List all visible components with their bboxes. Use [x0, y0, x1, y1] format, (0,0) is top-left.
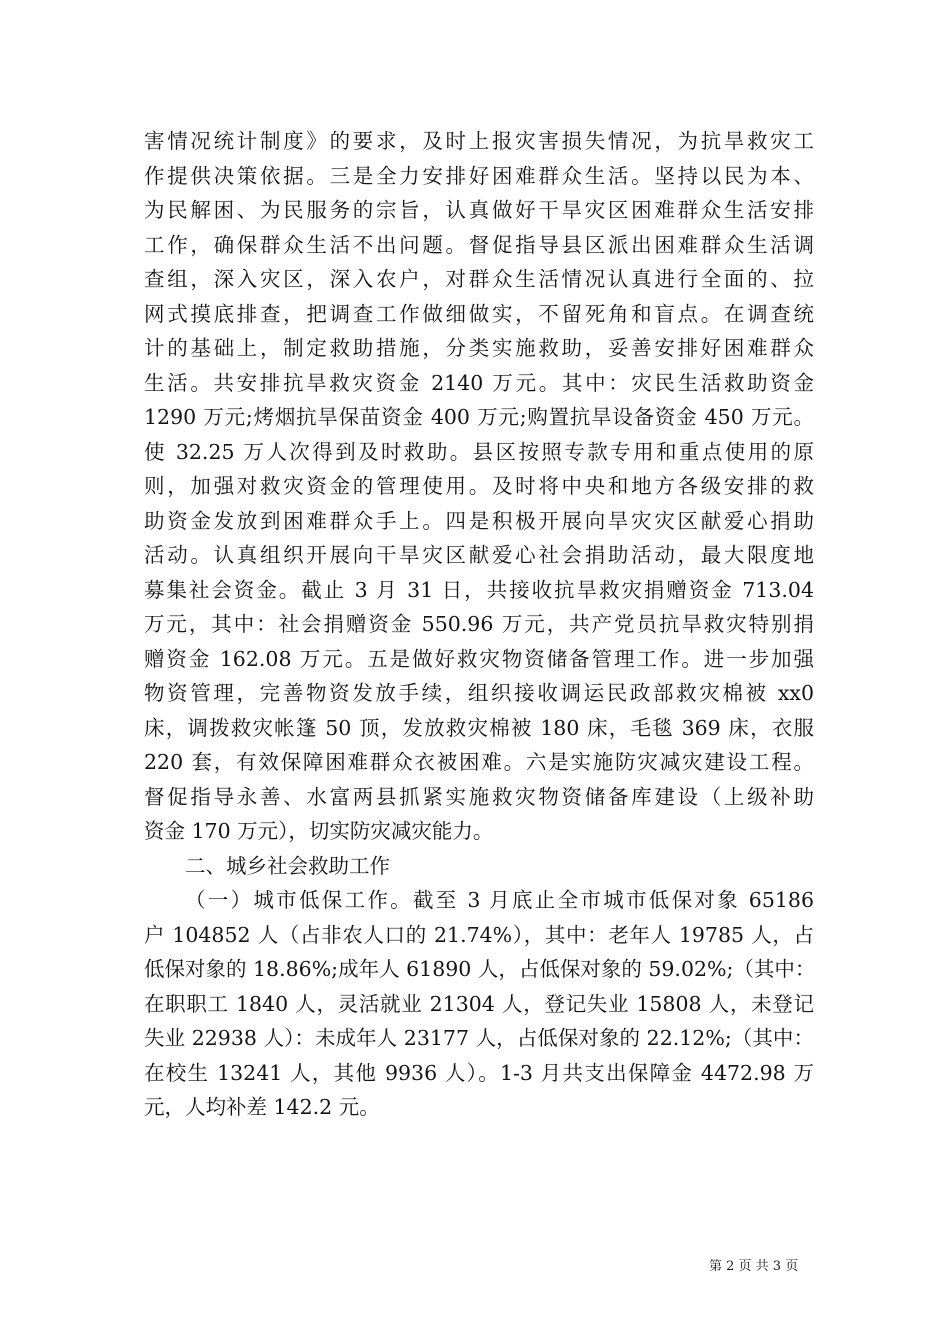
section-heading: 二、城乡社会救助工作: [185, 853, 390, 878]
paragraph-line: 万元，其中：社会捐赠资金 550.96 万元，共产党员抗旱救灾特别捐: [144, 612, 814, 636]
section-line: 户 104852 人（占非农人口的 21.74%），其中：老年人 19785 人，占: [144, 922, 814, 947]
section-line: 在职职工 1840 人，灵活就业 21304 人，登记失业 15808 人，未登记: [144, 991, 814, 1016]
paragraph-line: 工作，确保群众生活不出问题。督促指导县区派出困难群众生活调: [144, 232, 814, 257]
paragraph-line: 220 套，有效保障困难群众衣被困难。六是实施防灾减灾建设工程。: [144, 750, 814, 774]
section-line: 元，人均补差 142.2 元。: [144, 1095, 380, 1119]
paragraph-line: 募集社会资金。截止 3 月 31 日，共接收抗旱救灾捐赠资金 713.04: [144, 577, 814, 602]
paragraph-line: 作提供决策依据。三是全力安排好困难群众生活。坚持以民为本、: [144, 163, 814, 188]
paragraph-line: 害情况统计制度》的要求，及时上报灾害损失情况，为抗旱救灾工: [144, 129, 814, 153]
paragraph-line: 生活。共安排抗旱救灾资金 2140 万元。其中：灾民生活救助资金: [144, 370, 814, 395]
section-line: 低保对象的 18.86%;成年人 61890 人，占低保对象的 59.02%;（其中：: [144, 957, 816, 981]
paragraph-line: 助资金发放到困难群众手上。四是积极开展向旱灾灾区献爱心捐助: [144, 508, 814, 533]
paragraph-line: 网式摸底排查，把调查工作做细做实，不留死角和盲点。在调查统: [144, 301, 814, 326]
paragraph-line: 1290 万元;烤烟抗旱保苗资金 400 万元;购置抗旱设备资金 450 万元。: [144, 405, 814, 429]
section-line: 在校生 13241 人，其他 9936 人）。1-3 月共支出保障金 4472.98 万: [144, 1060, 814, 1085]
paragraph-line: 计的基础上，制定救助措施，分类实施救助，妥善安排好困难群众: [144, 336, 814, 360]
paragraph-line: 活动。认真组织开展向干旱灾区献爱心社会捐助活动，最大限度地: [144, 543, 814, 567]
paragraph-line: 物资管理，完善物资发放手续，组织接收调运民政部救灾棉被 xx0: [144, 681, 814, 705]
paragraph-line: 赠资金 162.08 万元。五是做好救灾物资储备管理工作。进一步加强: [144, 646, 814, 671]
paragraph-line: 资金 170 万元），切实防灾减灾能力。: [144, 819, 494, 843]
paragraph-line: 床，调拨救灾帐篷 50 顶，发放救灾棉被 180 床，毛毯 369 床，衣服: [144, 715, 814, 740]
section-line: （一）城市低保工作。截至 3 月底止全市城市低保对象 65186: [185, 888, 814, 912]
paragraph-line: 查组，深入灾区，深入农户，对群众生活情况认真进行全面的、拉: [144, 267, 814, 291]
paragraph-line: 则，加强对救灾资金的管理使用。及时将中央和地方各级安排的救: [144, 474, 814, 498]
paragraph-line: 使 32.25 万人次得到及时救助。县区按照专款专用和重点使用的原: [144, 439, 814, 464]
page-number: 第 2 页 共 3 页: [709, 1259, 799, 1274]
paragraph-line: 督促指导永善、水富两县抓紧实施救灾物资储备库建设（上级补助: [144, 784, 814, 809]
body-text: [144, 124, 814, 1125]
paragraph-line: 为民解困、为民服务的宗旨，认真做好干旱灾区困难群众生活安排: [144, 198, 814, 222]
section-line: 失业 22938 人）：未成年人 23177 人，占低保对象的 22.12%;（其中：: [144, 1026, 814, 1050]
